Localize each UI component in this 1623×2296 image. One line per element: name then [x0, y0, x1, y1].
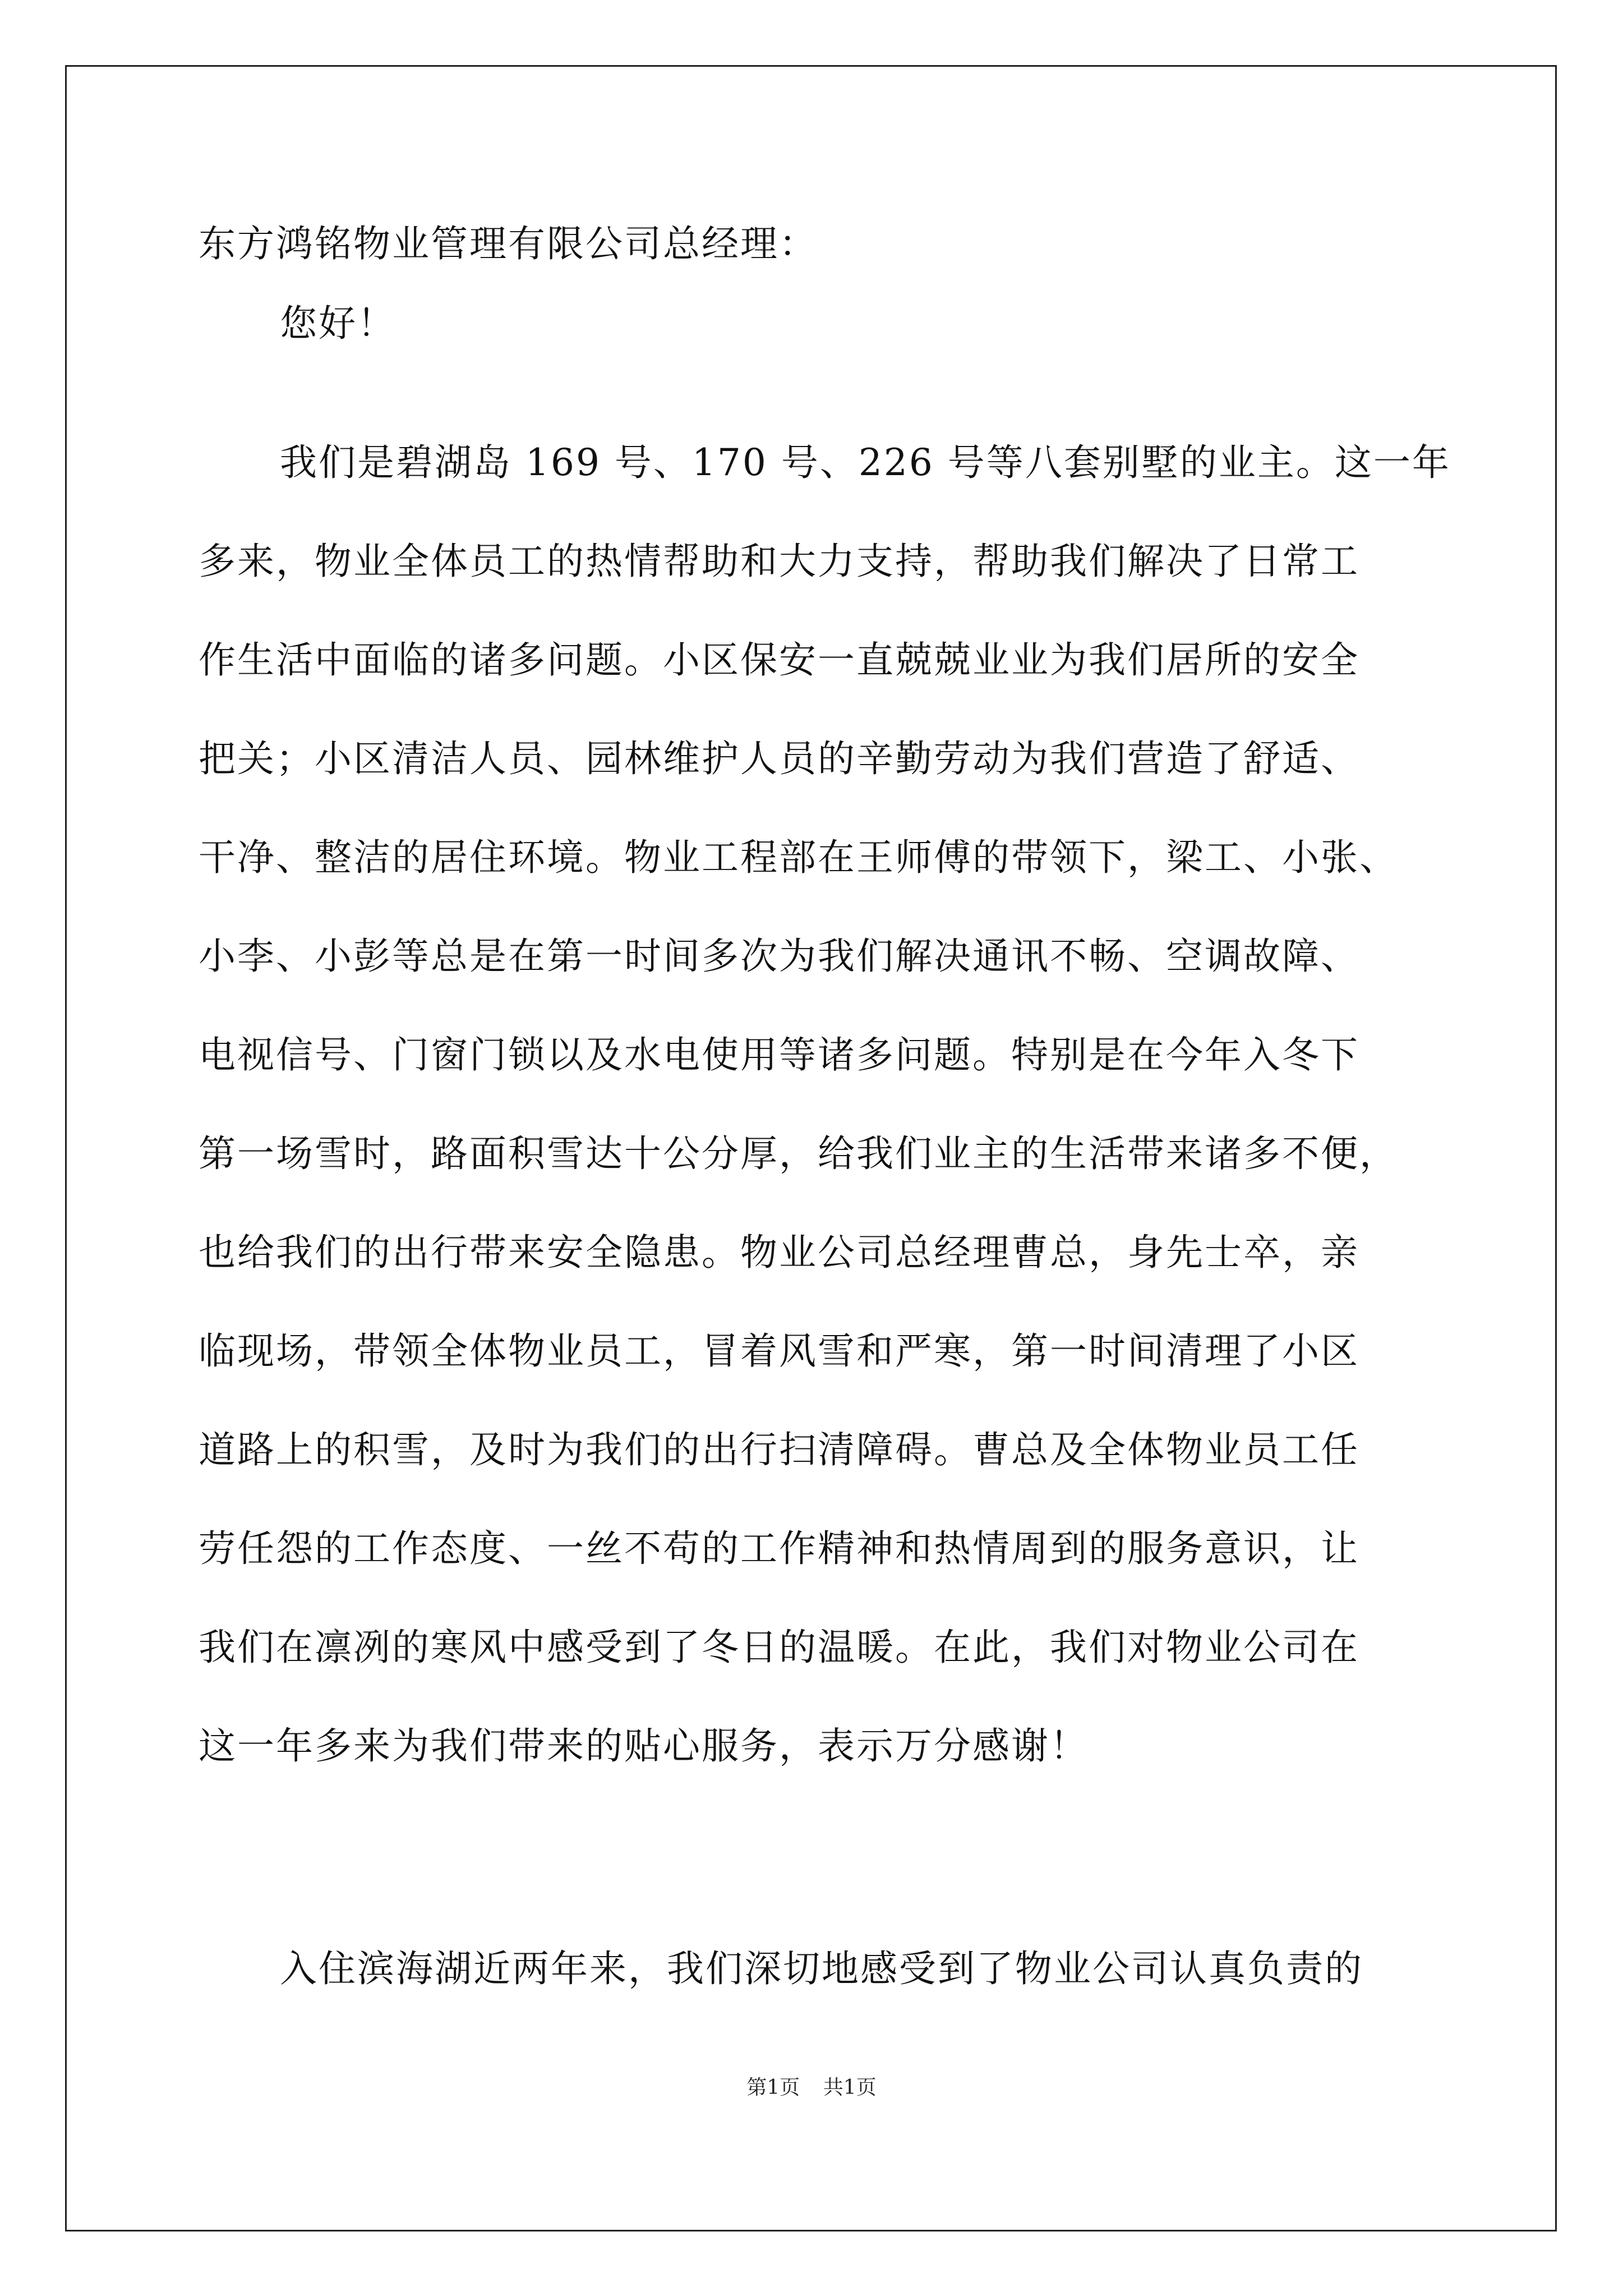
- paragraph-1-line-13: 我们在凛冽的寒风中感受到了冬日的温暖。在此，我们对物业公司在: [199, 1626, 1359, 1669]
- paragraph-1-line-9: 也给我们的出行带来安全隐患。物业公司总经理曹总，身先士卒，亲: [199, 1231, 1359, 1274]
- paragraph-1-line-1: 我们是碧湖岛 169 号、170 号、226 号等八套别墅的业主。这一年: [280, 441, 1451, 484]
- greeting: 您好！: [280, 302, 396, 345]
- paragraph-1-line-8: 第一场雪时，路面积雪达十公分厚，给我们业主的生活带来诸多不便，: [199, 1132, 1398, 1175]
- page-footer: 第1页 共1页: [746, 2076, 877, 2099]
- salutation: 东方鸿铭物业管理有限公司总经理：: [199, 222, 818, 265]
- paragraph-1-line-2: 多来，物业全体员工的热情帮助和大力支持，帮助我们解决了日常工: [199, 540, 1359, 583]
- paragraph-1-line-3: 作生活中面临的诸多问题。小区保安一直兢兢业业为我们居所的安全: [199, 638, 1359, 682]
- paragraph-1-line-7: 电视信号、门窗门锁以及水电使用等诸多问题。特别是在今年入冬下: [199, 1033, 1359, 1076]
- paragraph-1-line-11: 道路上的积雪，及时为我们的出行扫清障碍。曹总及全体物业员工任: [199, 1428, 1359, 1471]
- paragraph-1-line-5: 干净、整洁的居住环境。物业工程部在王师傅的带领下，梁工、小张、: [199, 836, 1398, 879]
- paragraph-1-line-4: 把关；小区清洁人员、园林维护人员的辛勤劳动为我们营造了舒适、: [199, 737, 1359, 780]
- paragraph-1-line-14: 这一年多来为我们带来的贴心服务，表示万分感谢！: [199, 1724, 1089, 1768]
- paragraph-1-line-12: 劳任怨的工作态度、一丝不苟的工作精神和热情周到的服务意识，让: [199, 1527, 1359, 1570]
- paragraph-1-line-6: 小李、小彭等总是在第一时间多次为我们解决通讯不畅、空调故障、: [199, 935, 1359, 978]
- paragraph-2-line-1: 入住滨海湖近两年来，我们深切地感受到了物业公司认真负责的: [280, 1947, 1363, 1990]
- paragraph-1-line-10: 临现场，带领全体物业员工，冒着风雪和严寒，第一时间清理了小区: [199, 1329, 1359, 1373]
